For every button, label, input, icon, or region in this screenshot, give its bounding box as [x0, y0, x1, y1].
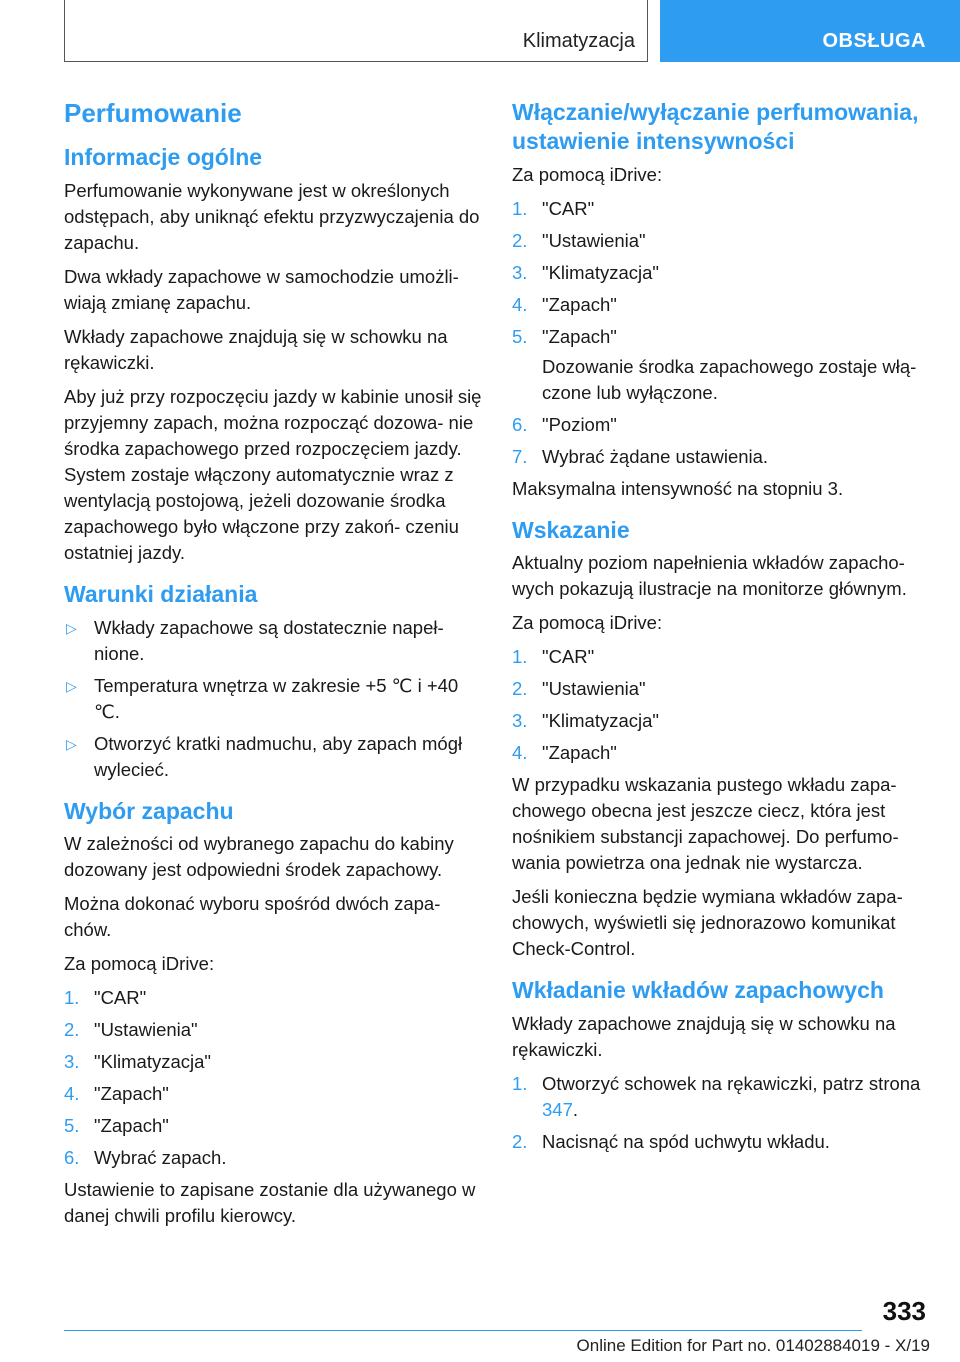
onoff-steps — [512, 196, 932, 350]
heading-selection: Wybór zapachu — [64, 797, 234, 824]
heading-onoff: Włączanie/wyłączanie perfumowania, ustawienie intensywności — [512, 99, 919, 154]
paragraph: Dwa wkłady zapachowe w samochodzie umożli‐ wiają zmianę zapachu. — [64, 265, 459, 313]
paragraph: Perfumowanie wykonywane jest w określonych odstępach, aby uniknąć efektu przyzwyczajenia do zapachu. — [64, 179, 480, 253]
paragraph: Aby już przy rozpoczęciu jazdy w kabinie unosił się przyjemny zapach, można rozpocząć dozowa‐ nie środka zapachowego przed rozpoczęciem jazdy. System zostaje włączony automatycznie wraz z wentylacją postojową, jeżeli dozowanie środka zapachowego było włączone przy zakoń‐ czeniu ostatniej jazdy. — [64, 385, 482, 563]
paragraph: Można dokonać wyboru spośród dwóch zapa‐ chów. — [64, 893, 441, 941]
page-title: Perfumowanie — [64, 98, 242, 128]
heading-conditions: Warunki działania — [64, 580, 258, 607]
heading-general: Informacje ogólne — [64, 144, 263, 171]
list-item: 7. Wybrać żądane ustawienia. — [512, 445, 769, 467]
triangle-bullet-icon: ▷ — [66, 677, 77, 694]
selection-steps — [64, 985, 484, 1171]
list-item: 3. "Klimatyzacja" — [64, 1051, 211, 1073]
onoff-steps-continued — [512, 412, 932, 470]
page-reference-link[interactable]: 347 — [542, 1099, 573, 1120]
paragraph: Maksymalna intensywność na stopniu 3. — [512, 477, 844, 499]
header-left-box — [64, 0, 648, 62]
conditions-list — [64, 615, 484, 783]
page-number: 333 — [882, 1296, 926, 1326]
list-item: 2. Nacisnąć na spód uchwytu wkładu. — [512, 1131, 830, 1152]
footer-edition: Online Edition for Part no. 01402884019 - X/19 — [576, 1336, 930, 1355]
list-item: 1. "CAR" — [512, 646, 595, 668]
list-item: ▷ Temperatura wnętrza w zakresie +5 ℃ i +40 ℃. — [66, 674, 459, 722]
triangle-bullet-icon: ▷ — [66, 735, 77, 752]
list-item: ▷ Otworzyć kratki nadmuchu, aby zapach mógł wylecieć. — [66, 732, 463, 780]
heading-insert: Wkładanie wkładów zapachowych — [512, 977, 884, 1004]
right-column — [512, 98, 932, 1161]
footer-divider — [64, 1330, 862, 1331]
list-item: 4. "Zapach" — [512, 742, 617, 764]
left-column — [64, 98, 484, 1237]
list-item: 4. "Zapach" — [512, 293, 617, 315]
list-item: 1. Otworzyć schowek na rękawiczki, patrz strona 347. — [512, 1073, 921, 1120]
paragraph: Aktualny poziom napełnienia wkładów zapacho‐ wych pokazują ilustracje na monitorze głównym. — [512, 552, 907, 600]
paragraph: W przypadku wskazania pustego wkładu zapa‐ chowego obecna jest jeszcze ciecz, która jest nośnikiem substancji zapachowej. Do perfumo‐ wania powietrza ona jednak nie wystarcza. — [512, 774, 899, 874]
step-note: Dozowanie środka zapachowego zostaje włą‐ czone lub wyłączone. — [542, 355, 917, 403]
list-item: 6. "Poziom" — [512, 413, 617, 435]
paragraph: Ustawienie to zapisane zostanie dla używanego w danej chwili profilu kierowcy. — [64, 1179, 476, 1227]
list-item: 2. "Ustawienia" — [512, 229, 646, 251]
paragraph: Za pomocą iDrive: — [512, 612, 663, 634]
heading-display: Wskazanie — [512, 516, 630, 543]
list-item: 5. "Zapach" — [512, 325, 617, 347]
list-item: 5. "Zapach" — [64, 1115, 169, 1137]
list-item: 3. "Klimatyzacja" — [512, 261, 659, 283]
paragraph: Za pomocą iDrive: — [64, 953, 215, 975]
list-item: 2. "Ustawienia" — [64, 1019, 198, 1041]
paragraph: Wkłady zapachowe znajdują się w schowku na rękawiczki. — [512, 1013, 896, 1060]
list-item: 2. "Ustawienia" — [512, 678, 646, 700]
header-section-label: OBSŁUGA — [822, 30, 926, 52]
list-item: 1. "CAR" — [64, 987, 147, 1009]
paragraph: Jeśli konieczna będzie wymiana wkładów zapa‐ chowych, wyświetli się jednorazowo komunikat Check-Control. — [512, 886, 903, 960]
list-item: 3. "Klimatyzacja" — [512, 710, 659, 732]
list-item: ▷ Wkłady zapachowe są dostatecznie napeł‐ nione. — [66, 616, 444, 664]
paragraph: Za pomocą iDrive: — [512, 163, 663, 185]
list-item: 6. Wybrać zapach. — [64, 1147, 227, 1169]
insert-steps — [512, 1071, 932, 1155]
triangle-bullet-icon: ▷ — [66, 619, 77, 636]
list-item: 1. "CAR" — [512, 197, 595, 219]
header-section-tab — [660, 0, 960, 62]
paragraph: W zależności od wybranego zapachu do kabiny dozowany jest odpowiedni środek zapachowy. — [64, 833, 454, 881]
paragraph: Wkłady zapachowe znajdują się w schowku na rękawiczki. — [64, 325, 448, 373]
header-chapter-title: Klimatyzacja — [522, 30, 635, 52]
list-item: 4. "Zapach" — [64, 1083, 169, 1105]
display-steps — [512, 644, 932, 766]
